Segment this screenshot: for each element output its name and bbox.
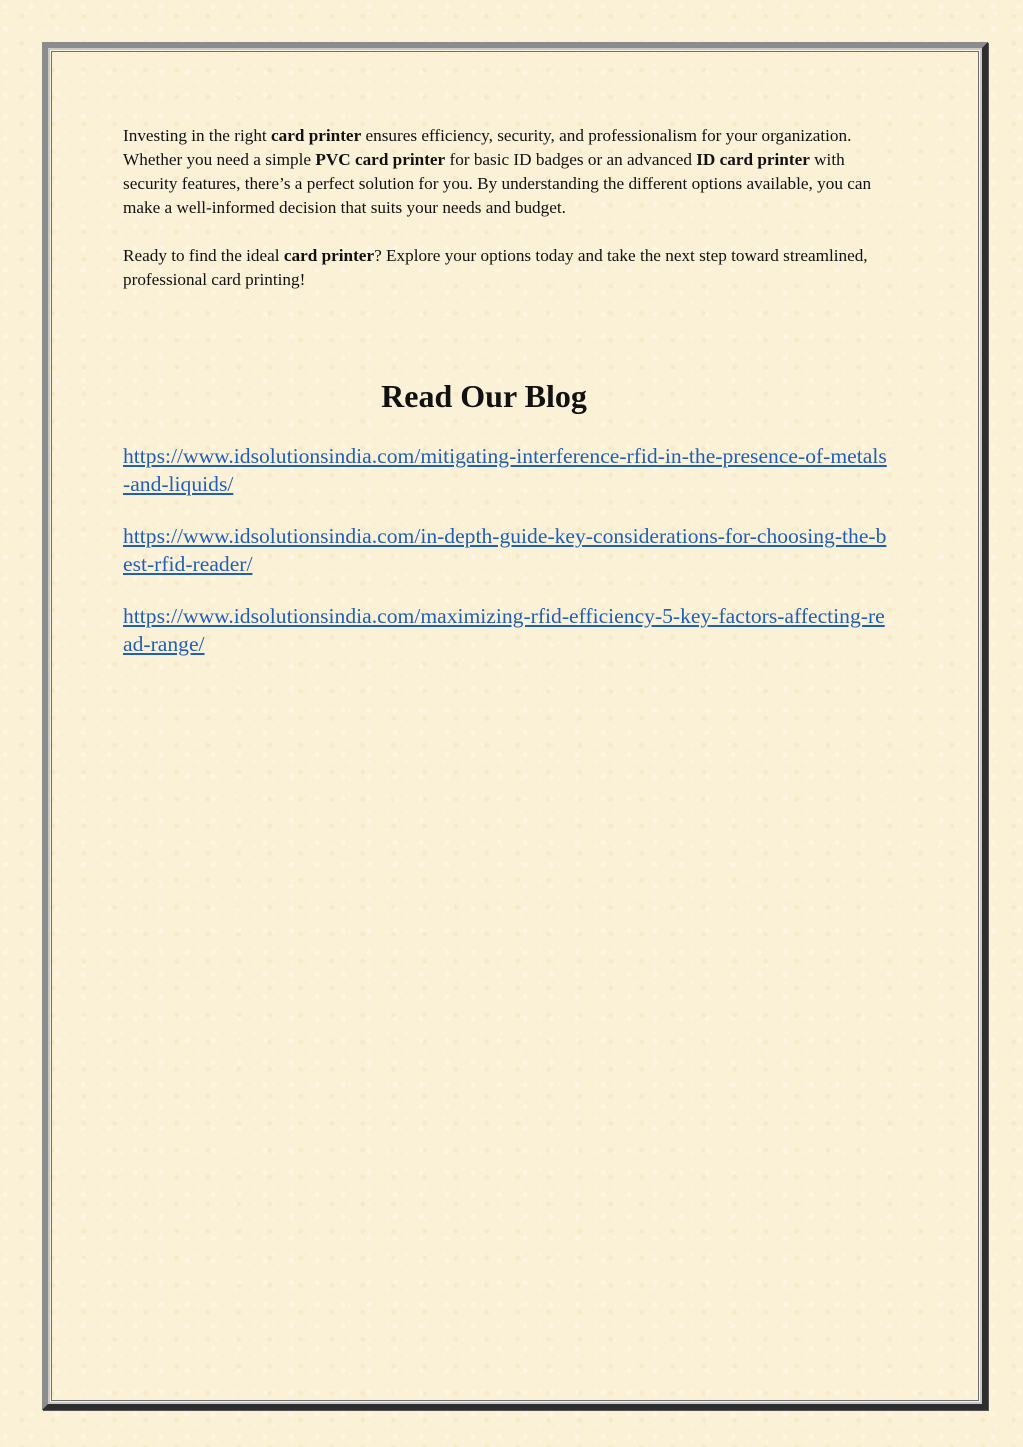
para1-bold-card-printer: card printer [270, 126, 362, 145]
blog-link-read-range-factors[interactable]: https://www.idsolutionsindia.com/maximizing-rfid-efficiency-5-key-factors-affecting-read-range/ [123, 604, 885, 656]
para1-text-4: with security features, there’s a perfect solution for you. By understanding the different options available, you can make a well-informed decision that suits your needs and budget. [123, 150, 872, 217]
blog-link-rfid-reader-guide[interactable]: https://www.idsolutionsindia.com/in-depth-guide-key-considerations-for-choosing-the-best-rfid-reader/ [123, 524, 887, 576]
para1-text-2: ensures efficiency, security, and professionalism for your organization. Whether you need a simple [123, 126, 852, 169]
call-to-action-paragraph [123, 244, 893, 292]
para2-text-1: Ready to find the ideal [123, 246, 284, 265]
para1-bold-id-card-printer: ID card printer [696, 150, 810, 169]
para1-bold-pvc-card-printer: PVC card printer [315, 150, 446, 169]
blog-links-list [123, 442, 893, 658]
para1-text-1: Investing in the right [123, 126, 271, 145]
para1-text-3: for basic ID badges or an advanced [445, 150, 697, 169]
blog-link-metals-liquids[interactable]: https://www.idsolutionsindia.com/mitigating-interference-rfid-in-the-presence-of-metals-and-liquids/ [123, 444, 887, 496]
intro-paragraph [123, 124, 893, 220]
para2-text-2: ? Explore your options today and take the next step toward streamlined, professional card printing! [123, 246, 868, 289]
document-body [123, 124, 893, 682]
para2-bold-card-printer: card printer [283, 246, 375, 265]
blog-heading: Read Our Blog [381, 378, 587, 414]
